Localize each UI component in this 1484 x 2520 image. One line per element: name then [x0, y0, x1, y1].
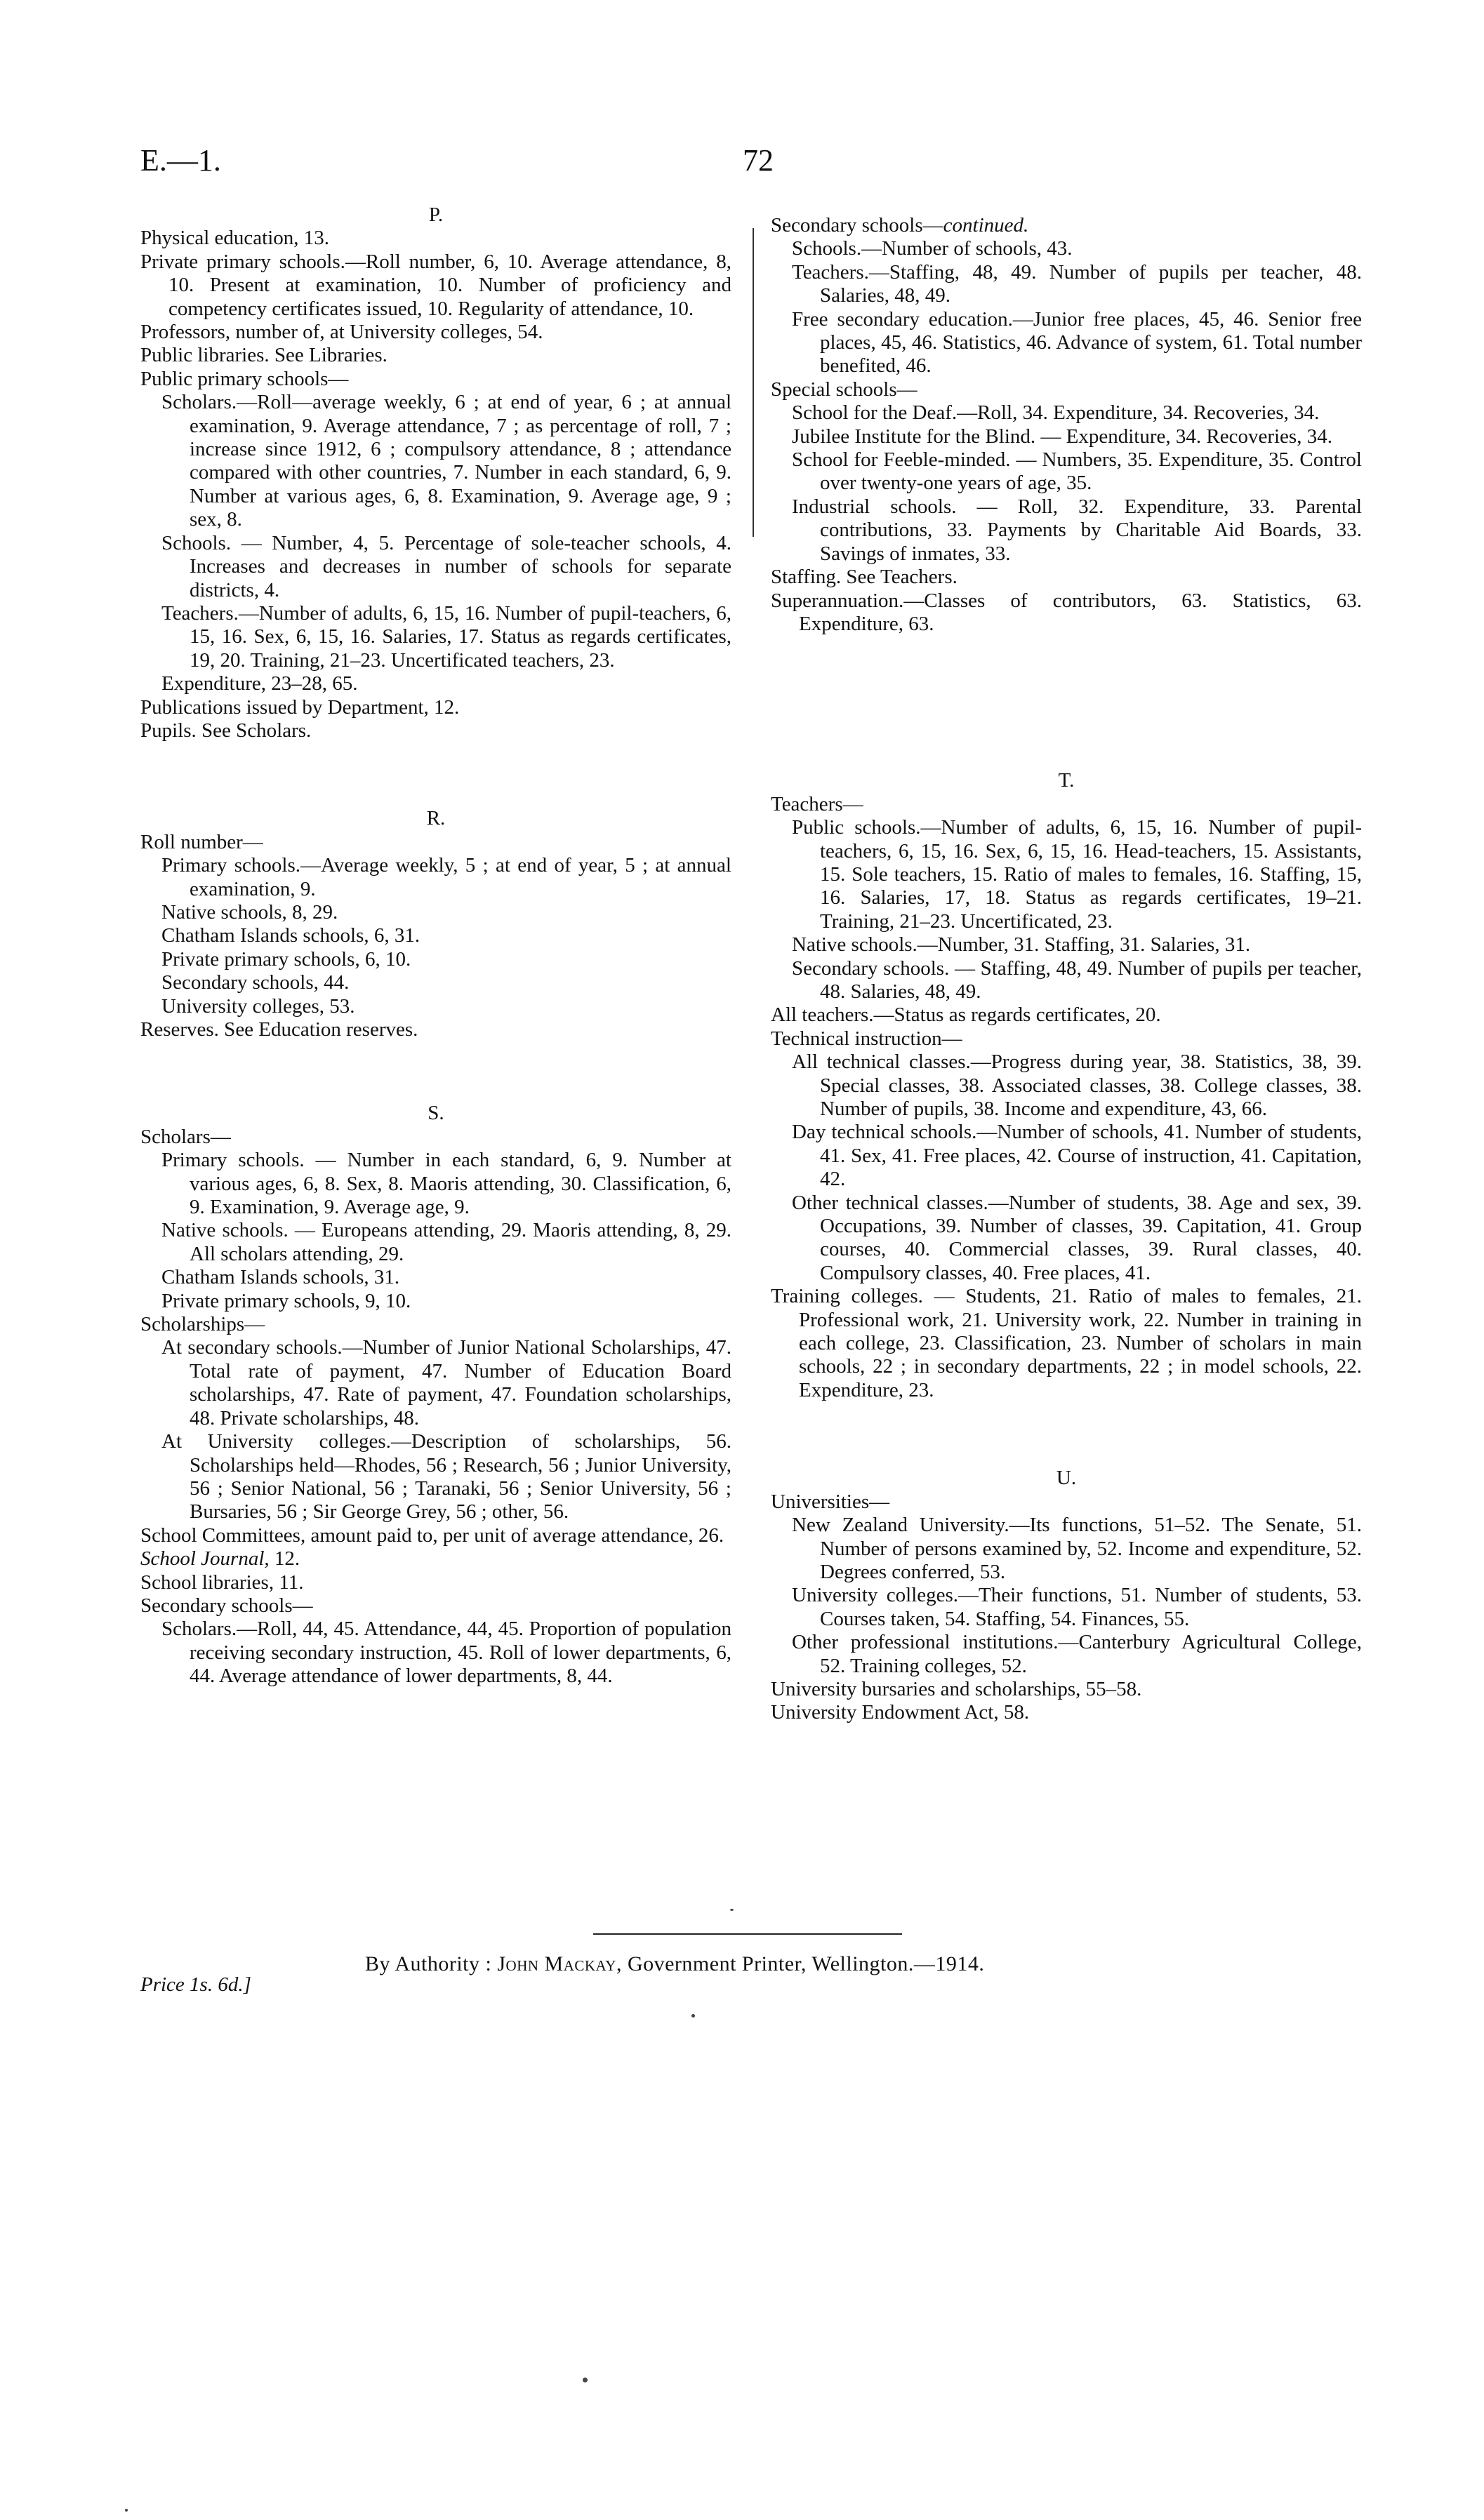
index-entry: [771, 1701, 1362, 1724]
section-spacer: [771, 636, 1362, 769]
ink-speck: [730, 1909, 734, 1911]
entry-text: Native schools, 8, 29.: [161, 900, 338, 924]
entry-text: University colleges.—Their functions, 51. Number of students, 53. Courses taken, 54. Staffing, 54. Finances, 55.: [792, 1584, 1362, 1630]
ink-speck: [583, 2378, 588, 2382]
entry-text: Secondary schools, 44.: [161, 971, 350, 994]
index-entry: [771, 214, 1362, 237]
index-entry: [771, 378, 1362, 401]
index-entry: [140, 251, 731, 321]
entry-text: Universities—: [771, 1490, 890, 1513]
entry-text: Professors, number of, at University colleges, 54.: [140, 321, 543, 344]
entry-text: Free secondary education.—Junior free places, 45, 46. Senior free places, 45, 46. Statistics, 46. Advance of system, 61. Total number benefited, 46.: [792, 307, 1362, 378]
entry-text: Roll number—: [140, 830, 263, 853]
entry-text: Pupils. See Scholars.: [140, 719, 312, 742]
entry-text: Other technical classes.—Number of students, 38. Age and sex, 39. Occupations, 39. Number of classes, 39. Capitation, 41. Group courses, 40. Commercial classes, 39. Rural classes, 40. Compulsory classes, 40. Free places, 41.: [792, 1191, 1362, 1284]
section-letter: U.: [1056, 1467, 1077, 1490]
index-entry: [140, 696, 731, 719]
index-subentry: [771, 1121, 1362, 1191]
entry-text: Secondary schools—: [771, 214, 943, 236]
entry-text: Jubilee Institute for the Blind. — Expenditure, 34. Recoveries, 34.: [792, 425, 1332, 448]
entry-italic-title: School Journal,: [140, 1547, 270, 1571]
index-entry: [140, 831, 731, 854]
entry-text: Scholars—: [140, 1125, 231, 1148]
index-subentry: [140, 391, 731, 531]
printer-imprint: [365, 1952, 984, 1976]
ink-speck: [125, 2509, 128, 2512]
entry-text: Schools.—Number of schools, 43.: [792, 237, 1073, 260]
series-code: E.—1.: [140, 143, 221, 178]
section-spacer: [140, 1041, 731, 1102]
index-entry: [140, 1524, 731, 1547]
index-subentry: [140, 672, 731, 695]
index-column-right: [771, 214, 1362, 1725]
index-subentry: [140, 971, 731, 994]
index-entry: [771, 793, 1362, 816]
entry-text: Training colleges. — Students, 21. Ratio of males to females, 21. Professional work, 21. University work, 22. Number in training in each college, 23. Classification, 23. Number of scholars in main schools, 22 ; in secondary departments, 22 ; in model schools, 22. Expenditure, 23.: [771, 1285, 1362, 1401]
index-subentry: [771, 448, 1362, 495]
index-subentry: [140, 1149, 731, 1219]
entry-text: Staffing. See Teachers.: [771, 566, 958, 589]
entry-text: Native schools.—Number, 31. Staffing, 31. Salaries, 31.: [792, 933, 1251, 956]
imprint-suffix: , Government Printer, Wellington.—1914.: [616, 1952, 985, 1975]
index-subentry: [140, 901, 731, 924]
page-number: 72: [743, 143, 774, 178]
index-subentry: [140, 948, 731, 971]
entry-text: School Committees, amount paid to, per unit of average attendance, 26.: [140, 1524, 724, 1547]
entry-text: University colleges, 53.: [161, 994, 355, 1018]
entry-text: Teachers.—Staffing, 48, 49. Number of pupils per teacher, 48. Salaries, 48, 49.: [792, 260, 1362, 307]
index-subentry: [140, 602, 731, 672]
entry-text: Public schools.—Number of adults, 6, 15, 16. Number of pupil-teachers, 6, 15, 16. Sex, 6, 15, 16. Head-teachers, 15. Assistants, 15. Sole teachers, 15. Ratio of males to females, 16. Staffing, 15, 16. Salaries, 17, 18. Status as regards certificates, 19–21. Training, 21–23. Uncertificated, 23.: [792, 816, 1362, 933]
entry-text: Superannuation.—Classes of contributors, 63. Statistics, 63. Expenditure, 63.: [771, 589, 1362, 635]
price-note: Price 1s. 6d.]: [140, 1973, 251, 1996]
index-subentry: [771, 1514, 1362, 1584]
index-entry: [140, 344, 731, 367]
index-subentry: [771, 957, 1362, 1004]
entry-text: Reserves. See Education reserves.: [140, 1018, 418, 1041]
entry-text: All technical classes.—Progress during year, 38. Statistics, 38, 39. Special classes, 38. Associated classes, 38. College classes, 38. Number of pupils, 38. Income and expenditure, 43, 66.: [792, 1051, 1362, 1120]
entry-text: School for Feeble-minded. — Numbers, 35. Expenditure, 35. Control over twenty-one years of age, 35.: [792, 448, 1362, 495]
entry-text: Public primary schools—: [140, 367, 349, 390]
entry-text: All teachers.—Status as regards certificates, 20.: [771, 1004, 1161, 1027]
index-entry: [140, 368, 731, 391]
index-subentry: [771, 816, 1362, 933]
entry-text: Expenditure, 23–28, 65.: [161, 672, 358, 695]
ink-speck: [691, 2014, 695, 2018]
entry-text: Primary schools.—Average weekly, 5 ; at end of year, 5 ; at annual examination, 9.: [161, 854, 731, 900]
index-subentry: [140, 854, 731, 901]
index-entry: [140, 1018, 731, 1041]
entry-text: New Zealand University.—Its functions, 51–52. The Senate, 51. Number of persons examined by, 52. Income and expenditure, 52. Degrees conferred, 53.: [792, 1514, 1362, 1583]
index-entry: [771, 1678, 1362, 1701]
entry-text: School for the Deaf.—Roll, 34. Expenditure, 34. Recoveries, 34.: [792, 401, 1320, 425]
entry-text: University bursaries and scholarships, 55–58.: [771, 1677, 1142, 1700]
entry-text: Primary schools. — Number in each standard, 6, 9. Number at various ages, 6, 8. Sex, 8. Maoris attending, 30. Classification, 6, 9. Examination, 9. Average age, 9.: [161, 1149, 731, 1219]
entry-text: Native schools. — Europeans attending, 29. Maoris attending, 8, 29. All scholars attending, 29.: [161, 1219, 731, 1265]
index-entry: [140, 1313, 731, 1336]
index-subentry: [140, 1618, 731, 1688]
entry-text: Publications issued by Department, 12.: [140, 695, 460, 719]
entry-text: Chatham Islands schools, 31.: [161, 1266, 400, 1289]
section-spacer: [771, 1402, 1362, 1467]
entry-text: Teachers—: [771, 792, 863, 815]
index-entry: [771, 589, 1362, 636]
index-entry: [771, 566, 1362, 589]
index-subentry: [771, 933, 1362, 956]
index-subentry: [140, 995, 731, 1018]
index-entry: [771, 1491, 1362, 1514]
entry-italic-continuation: continued.: [943, 214, 1029, 236]
entry-text: Scholarships—: [140, 1313, 265, 1336]
index-column-left: [140, 204, 731, 1688]
entry-text: Private primary schools, 6, 10.: [161, 947, 411, 971]
index-subentry: [140, 1290, 731, 1313]
index-subentry: [140, 1219, 731, 1266]
section-letter: P.: [428, 204, 444, 226]
index-subentry: [771, 495, 1362, 566]
entry-text: Chatham Islands schools, 6, 31.: [161, 924, 420, 947]
entry-text: 12.: [269, 1547, 300, 1571]
entry-text: Scholars.—Roll, 44, 45. Attendance, 44, 45. Proportion of population receiving secondary instruction, 45. Roll of lower departments, 6, 44. Average attendance of lower departments, 8, 44.: [161, 1618, 731, 1688]
entry-text: Schools. — Number, 4, 5. Percentage of sole-teacher schools, 4. Increases and decreases in number of schools for separate districts, 4.: [161, 531, 731, 601]
entry-text: University Endowment Act, 58.: [771, 1701, 1030, 1724]
entry-text: At secondary schools.—Number of Junior National Scholarships, 47. Total rate of payment, 47. Number of Education Board scholarships, 47. Rate of payment, 47. Foundation scholarships, 48. Private scholarships, 48.: [161, 1336, 731, 1429]
index-subentry: [771, 1192, 1362, 1286]
imprint-prefix: By Authority :: [365, 1952, 498, 1975]
index-subentry: [771, 261, 1362, 308]
section-letter: T.: [1058, 769, 1075, 792]
entry-text: Industrial schools. — Roll, 32. Expenditure, 33. Parental contributions, 33. Payments by Charitable Aid Boards, 33. Savings of inmates, 33.: [792, 495, 1362, 565]
index-subentry: [771, 1051, 1362, 1121]
entry-text: Public libraries. See Libraries.: [140, 344, 387, 367]
index-entry: [771, 1027, 1362, 1051]
entry-text: Other professional institutions.—Canterbury Agricultural College, 52. Training colleges, 52.: [792, 1631, 1362, 1677]
entry-text: Private primary schools, 9, 10.: [161, 1289, 411, 1312]
entry-text: Physical education, 13.: [140, 227, 330, 250]
section-letter: R.: [426, 807, 446, 830]
index-entry: [771, 1004, 1362, 1027]
entry-text: At University colleges.—Description of scholarships, 56. Scholarships held—Rhodes, 56 ; Research, 56 ; Junior University, 56 ; Senior National, 56 ; Taranaki, 56 ; Senior University, 56 ; Bursaries, 56 ; Sir George Grey, 56 ; other, 56.: [161, 1430, 731, 1524]
entry-text: Teachers.—Number of adults, 6, 15, 16. Number of pupil-teachers, 6, 15, 16. Sex, 6, 15, 16. Salaries, 17. Status as regards certificates, 19, 20. Training, 21–23. Uncertificated teachers, 23.: [161, 601, 731, 672]
index-subentry: [771, 1584, 1362, 1631]
entry-text: Scholars.—Roll—average weekly, 6 ; at end of year, 6 ; at annual examination, 9. Average attendance, 7 ; as percentage of roll, 7 ; increase since 1912, 6 ; compulsory attendance, 8 ; attendance compared with other countries, 7. Number in each standard, 6, 9. Number at various ages, 6, 8. Examination, 9. Average age, 9 ; sex, 8.: [161, 391, 731, 531]
index-subentry: [140, 532, 731, 602]
section-letter: S.: [428, 1102, 444, 1125]
entry-text: Special schools—: [771, 378, 917, 401]
printer-name: John Mackay: [497, 1952, 616, 1975]
index-subentry: [140, 1336, 731, 1430]
index-entry: [140, 1594, 731, 1618]
index-entry: [140, 227, 731, 250]
index-subentry: [140, 1266, 731, 1289]
index-subentry: [771, 401, 1362, 425]
index-entry: [140, 1571, 731, 1594]
entry-text: Secondary schools. — Staffing, 48, 49. Number of pupils per teacher, 48. Salaries, 48, 49.: [792, 956, 1362, 1003]
index-entry: [140, 321, 731, 344]
entry-text: Technical instruction—: [771, 1027, 962, 1050]
footer-rule: [593, 1933, 902, 1935]
index-subentry: [771, 237, 1362, 260]
entry-text: Day technical schools.—Number of schools, 41. Number of students, 41. Sex, 41. Free places, 42. Course of instruction, 41. Capitation, 42.: [792, 1121, 1362, 1191]
index-subentry: [140, 924, 731, 947]
index-subentry: [771, 308, 1362, 378]
entry-text: School libraries, 11.: [140, 1571, 304, 1594]
index-entry: [140, 719, 731, 742]
index-entry: [771, 1285, 1362, 1402]
entry-text: Private primary schools.—Roll number, 6, 10. Average attendance, 8, 10. Present at examination, 10. Number of proficiency and competency certificates issued, 10. Regularity of attendance, 10.: [140, 250, 731, 320]
column-divider: [753, 228, 754, 537]
index-subentry: [771, 1631, 1362, 1678]
entry-text: Secondary schools—: [140, 1594, 313, 1617]
section-spacer: [140, 742, 731, 807]
index-entry: [140, 1547, 731, 1571]
index-subentry: [140, 1430, 731, 1524]
index-entry: [140, 1126, 731, 1149]
index-subentry: [771, 425, 1362, 448]
